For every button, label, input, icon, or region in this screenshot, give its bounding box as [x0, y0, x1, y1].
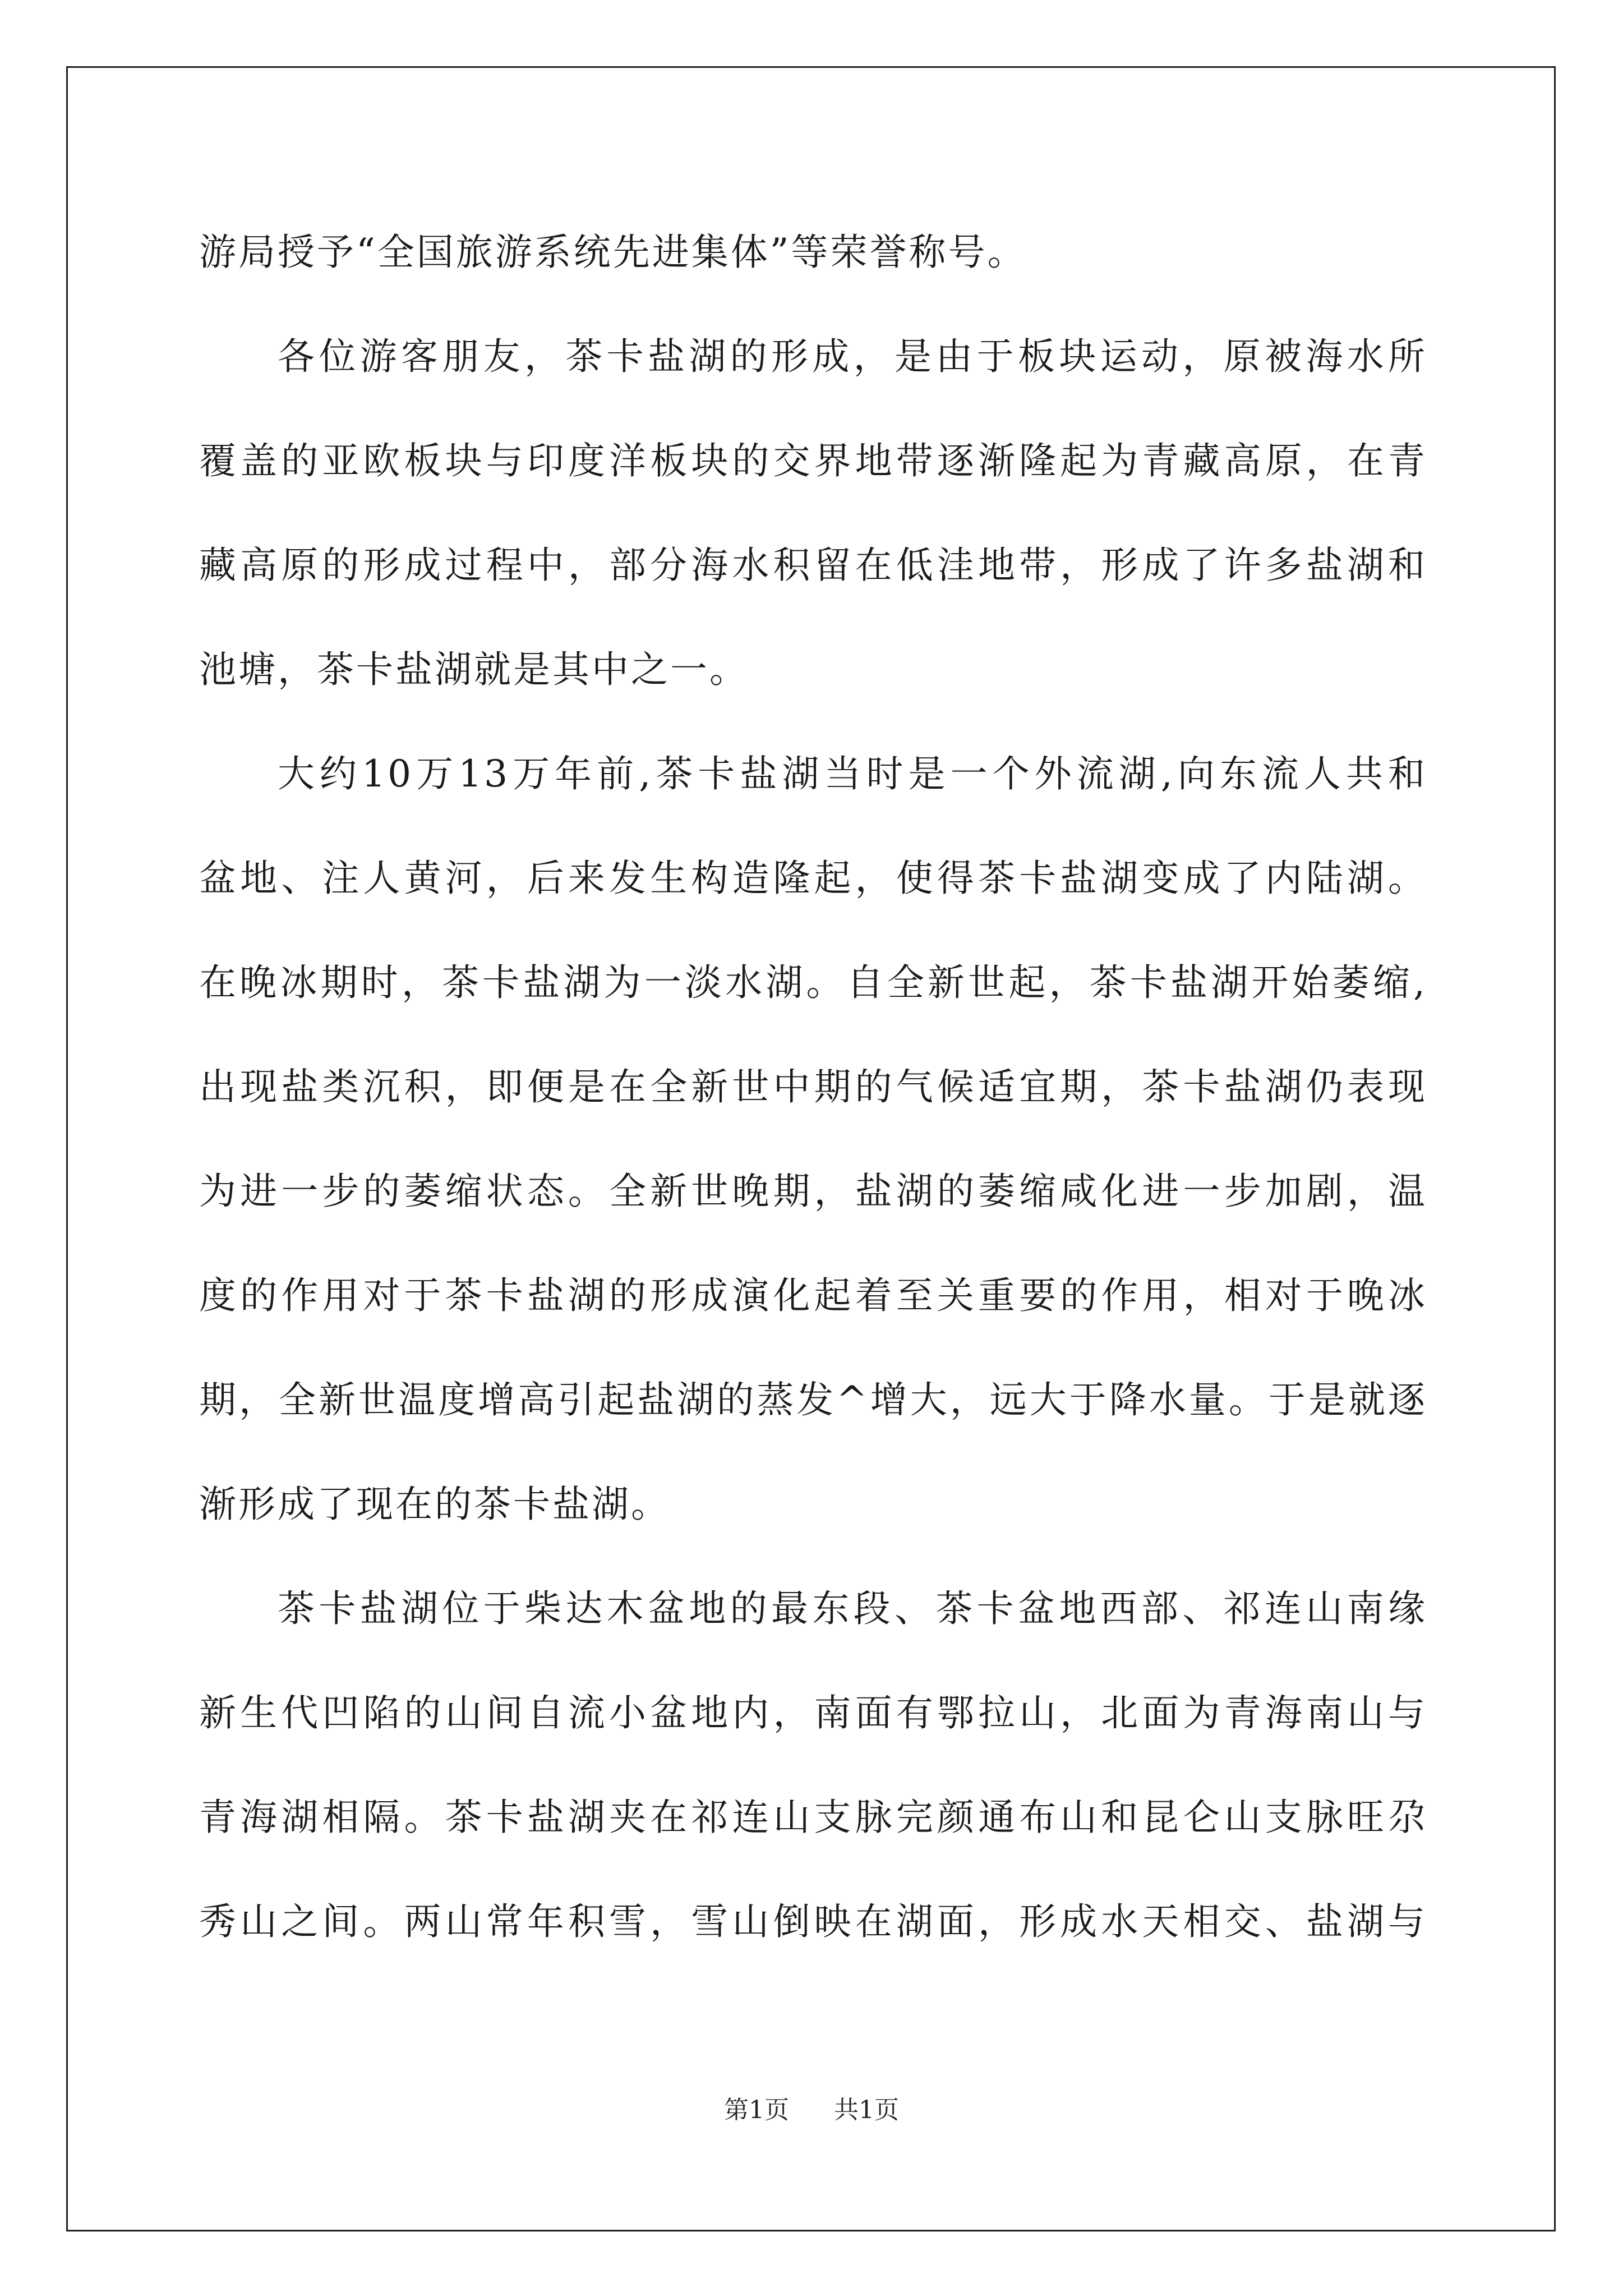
- text-line: 度的作用对于茶卡盐湖的形成演化起着至关重要的作用，相对于晚冰: [199, 1274, 1427, 1317]
- page-footer: [0, 2090, 1623, 2125]
- text-line: 游局授予“全国旅游系统先进集体”等荣誉称号。: [199, 231, 1027, 274]
- paragraph-first-line: 大约10万13万年前,茶卡盐湖当时是一个外流湖,向东流人共和: [278, 752, 1427, 795]
- text-line: 在晚冰期时，茶卡盐湖为一淡水湖。自全新世起，茶卡盐湖开始萎缩,: [199, 961, 1427, 1004]
- text-line: 盆地、注人黄河，后来发生构造隆起，使得茶卡盐湖变成了内陆湖。: [199, 857, 1427, 900]
- page-total: 共1页: [834, 2096, 899, 2124]
- paragraph-first-line: 茶卡盐湖位于柴达木盆地的最东段、茶卡盆地西部、祁连山南缘: [278, 1587, 1427, 1630]
- text-line: 覆盖的亚欧板块与印度洋板块的交界地带逐渐隆起为青藏高原，在青: [199, 439, 1427, 482]
- text-line: 新生代凹陷的山间自流小盆地内，南面有鄂拉山，北面为青海南山与: [199, 1691, 1427, 1734]
- document-body: [199, 210, 1427, 1984]
- text-line: 渐形成了现在的茶卡盐湖。: [199, 1483, 670, 1526]
- text-line: 青海湖相隔。茶卡盐湖夹在祁连山支脉完颜通布山和昆仑山支脉旺尕: [199, 1796, 1427, 1839]
- text-line: 为进一步的萎缩状态。全新世晚期，盐湖的萎缩咸化进一步加剧，温: [199, 1170, 1427, 1213]
- page-number: 第1页: [724, 2096, 789, 2124]
- text-line: 出现盐类沉积，即便是在全新世中期的气候适宜期，茶卡盐湖仍表现: [199, 1065, 1427, 1108]
- text-line: 藏高原的形成过程中，部分海水积留在低洼地带，形成了许多盐湖和: [199, 544, 1427, 587]
- paragraph-first-line: 各位游客朋友，茶卡盐湖的形成，是由于板块运动，原被海水所: [278, 335, 1427, 378]
- text-line: 池塘，茶卡盐湖就是其中之一。: [199, 648, 749, 691]
- text-line: 期，全新世温度增高引起盐湖的蒸发^增大，远大于降水量。于是就逐: [199, 1378, 1427, 1421]
- text-line: 秀山之间。两山常年积雪，雪山倒映在湖面，形成水天相交、盐湖与: [199, 1900, 1427, 1943]
